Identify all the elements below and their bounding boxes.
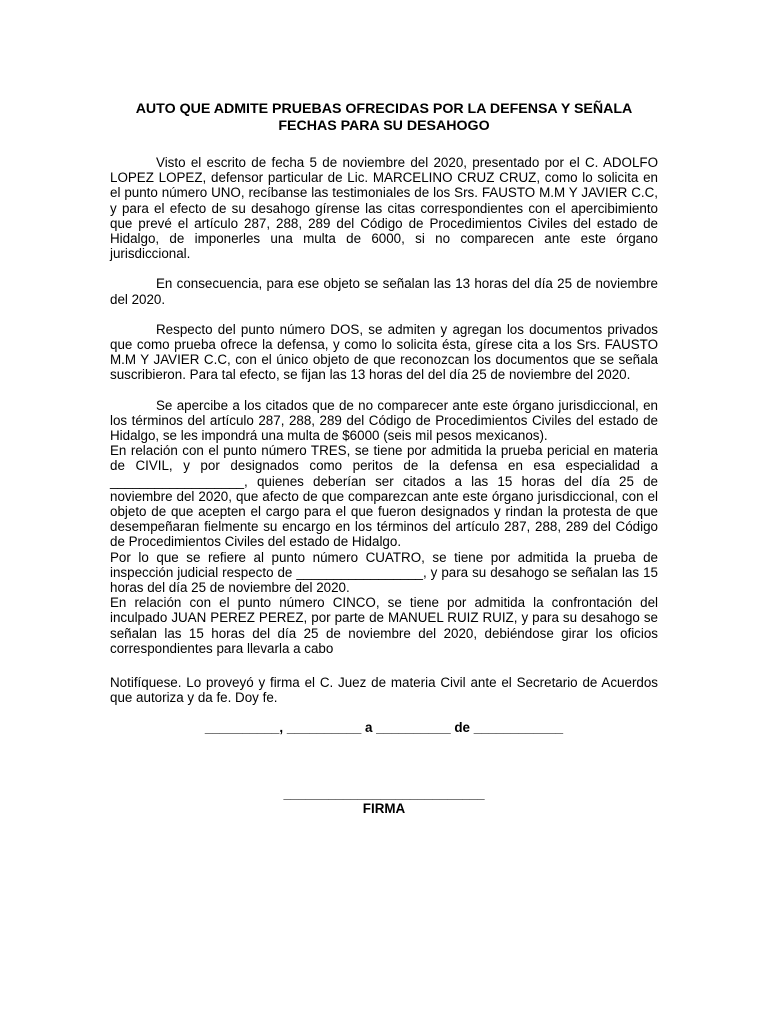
document-title bbox=[110, 101, 658, 134]
paragraph-consecuencia: En consecuencia, para ese objeto se señalan las 13 horas del día 25 de noviembre del 2020. bbox=[110, 276, 658, 307]
paragraph-notifiquese: Notifíquese. Lo proveyó y firma el C. Juez de materia Civil ante el Secretario de Acuerdos que autoriza y da fe. Doy fe. bbox=[110, 675, 658, 706]
signature-line: ___________________________ bbox=[283, 785, 485, 801]
paragraph-apercibimiento: Se apercibe a los citados que de no comparecer ante este órgano jurisdiccional, en los términos del artículo 287, 288, 289 del Código de Procedimientos Civiles del estado de Hidalgo, se les impondrá una multa de $6000 (seis mil pesos mexicanos). bbox=[110, 397, 658, 444]
paragraph-punto-dos: Respecto del punto número DOS, se admiten y agregan los documentos privados que como prueba ofrece la defensa, y como lo solicita ésta, gírese cita a los Srs. FAUSTO M.M Y JAVIER C.C, con el único objeto de que reconozcan los documentos que se señala suscribieron. Para tal efecto, se fijan las 13 horas del del día 25 de noviembre del 2020. bbox=[110, 321, 658, 383]
paragraph-punto-cinco: En relación con el punto número CINCO, se tiene por admitida la confrontación del inculpado JUAN PEREZ PEREZ, por parte de MANUEL RUIZ RUIZ, y para su desahogo se señalan las 15 horas del día 25 de noviembre del 2020, debiéndose girar los oficios correspondientes para llevarla a cabo bbox=[110, 595, 658, 656]
title-line-1: AUTO QUE ADMITE PRUEBAS OFRECIDAS POR LA DEFENSA Y SEÑALA bbox=[135, 101, 633, 117]
paragraph-punto-tres: En relación con el punto número TRES, se tiene por admitida la prueba pericial en materia de CIVIL, y por designados como peritos de la defensa en esa especialidad a __________________, quienes deberían ser citados a las 15 horas del día 25 de noviembre del 2020, que afecto de que comparezcan ante este órgano jurisdiccional, con el objeto de que acepten el cargo para el que fueron designados y rindan la protesta de que desempeñaran fielmente su encargo en los términos del artículo 287, 288, 289 del Código de Procedimientos Civiles del estado de Hidalgo. bbox=[110, 443, 658, 550]
paragraph-testimoniales: Visto el escrito de fecha 5 de noviembre del 2020, presentado por el C. ADOLFO LOPEZ LOPEZ, defensor particular de Lic. MARCELINO CRUZ CRUZ, como lo solicita en el punto número UNO, recíbanse las testimoniales de los Srs. FAUSTO M.M Y JAVIER C.C, y para el efecto de su desahogo gírense las citas correspondientes con el apercibimiento que prevé el artículo 287, 288, 289 del Código de Procedimientos Civiles del estado de Hidalgo, de imponerles una multa de 6000, si no comparecen ante este órgano jurisdiccional. bbox=[110, 155, 658, 262]
title-line-2: FECHAS PARA SU DESAHOGO bbox=[278, 117, 490, 134]
date-place-line: __________, __________ a __________ de ____________ bbox=[204, 719, 564, 735]
signature-label: FIRMA bbox=[362, 800, 406, 816]
signature-block bbox=[110, 786, 658, 816]
paragraph-punto-cuatro: Por lo que se refiere al punto número CUATRO, se tiene por admitida la prueba de inspección judicial respecto de _________________, y para su desahogo se señalan las 15 horas del día 25 de noviembre del 2020. bbox=[110, 549, 658, 596]
